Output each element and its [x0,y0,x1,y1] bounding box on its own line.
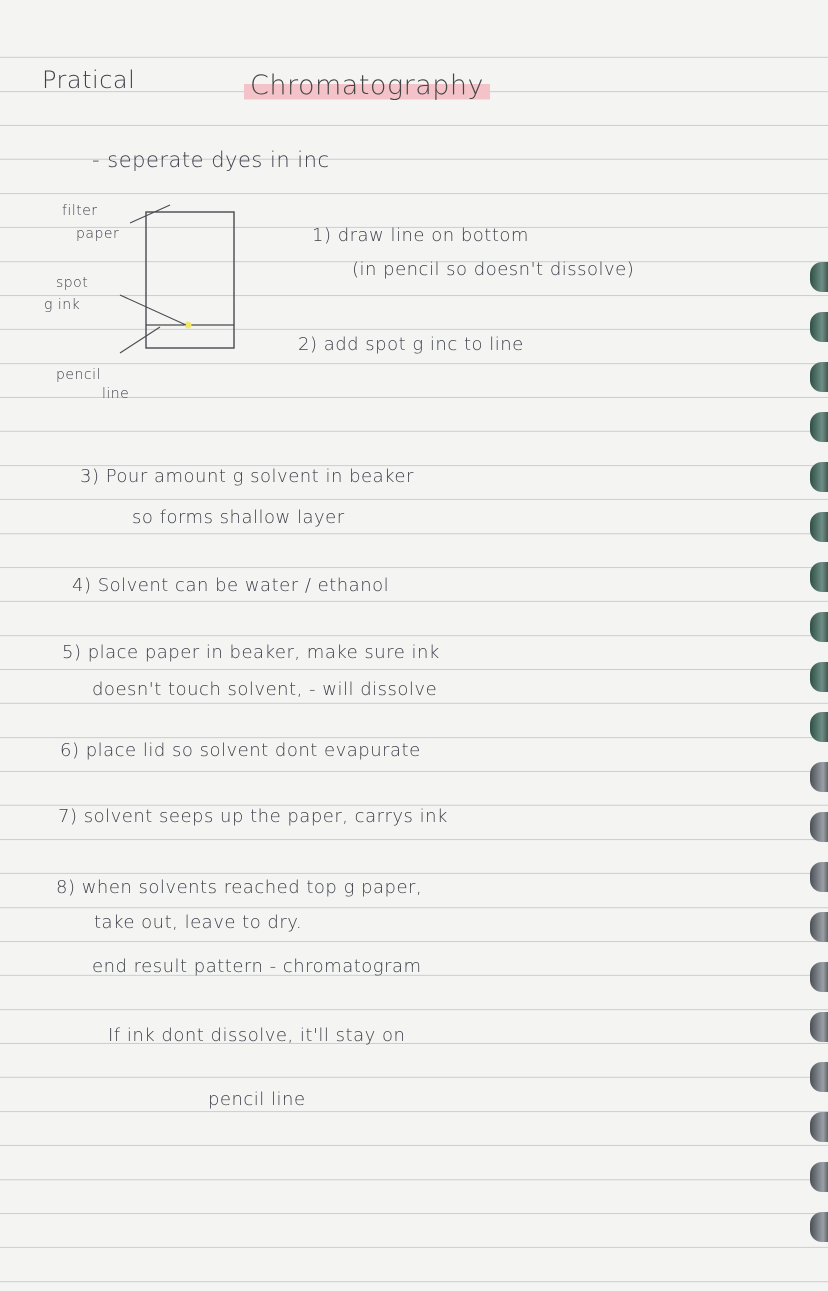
subtitle: - seperate dyes in inc [92,148,330,172]
binding-ring [810,1012,828,1042]
step-8-line-2: take out, leave to dry. [94,912,303,933]
step-7-line-1: 7) solvent seeps up the paper, carrys ink [58,806,448,827]
binding-ring [810,312,828,342]
binding-ring [810,712,828,742]
binding-ring [810,1062,828,1092]
diagram-label-spot: spot [56,275,89,291]
diagram-label-filter: filter [62,203,98,219]
spot-label-arrow [120,295,186,325]
step-1-line-1: 1) draw line on bottom [312,225,529,246]
diagram-label-line: line [102,386,130,402]
step-6-line-1: 6) place lid so solvent dont evapurate [60,740,421,761]
binding-ring [810,262,828,292]
spiral-binding [798,250,828,1291]
diagram-label-paper: paper [76,226,120,242]
binding-ring [810,962,828,992]
binding-ring [810,812,828,842]
binding-ring [810,362,828,392]
step-3-line-1: 3) Pour amount g solvent in beaker [80,466,414,487]
step-5-line-1: 5) place paper in beaker, make sure ink [62,642,440,663]
binding-ring [810,462,828,492]
page-title-left: Pratical [42,66,136,94]
step-2-line-1: 2) add spot g inc to line [298,334,524,355]
note-line-2: pencil line [208,1089,306,1110]
binding-ring [810,1112,828,1142]
binding-ring [810,762,828,792]
binding-ring [810,912,828,942]
diagram-label-pencil: pencil [56,367,101,383]
end-result-line: end result pattern - chromatogram [92,956,422,977]
filter-label-arrow [130,205,170,223]
step-5-line-2: doesn't touch solvent, - will dissolve [92,679,438,700]
binding-ring [810,1212,828,1242]
binding-ring [810,562,828,592]
pencil-label-arrow [120,327,160,353]
step-3-line-2: so forms shallow layer [132,507,345,528]
step-8-line-1: 8) when solvents reached top g paper, [56,877,423,898]
binding-ring [810,512,828,542]
diagram-label-ink: g ink [44,297,81,313]
binding-ring [810,862,828,892]
filter-paper-diagram [100,195,250,370]
binding-ring [810,412,828,442]
binding-ring [810,1162,828,1192]
page-title-highlighted: Chromatography [244,70,490,101]
step-1-line-2: (in pencil so doesn't dissolve) [352,259,635,280]
binding-ring [810,662,828,692]
note-line-1: If ink dont dissolve, it'll stay on [108,1025,406,1046]
step-4-line-1: 4) Solvent can be water / ethanol [72,575,390,596]
binding-ring [810,612,828,642]
